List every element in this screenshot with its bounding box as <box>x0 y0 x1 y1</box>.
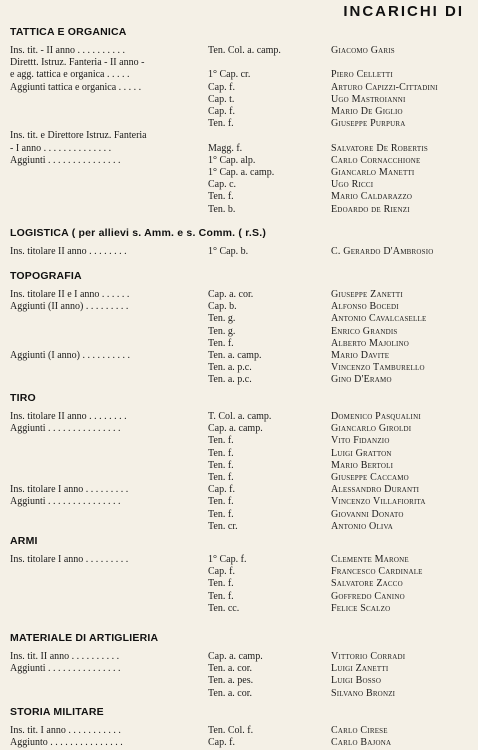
role-text: Ins. tit. I anno . . . . . . . . . . . <box>10 725 121 736</box>
role-text: Aggiunti . . . . . . . . . . . . . . . <box>10 663 121 675</box>
assignment-row <box>0 448 478 460</box>
officer-name: Giacomo Garis <box>331 45 395 56</box>
officer-name: Mario Caldarazzo <box>331 191 413 203</box>
role-text: Ins. tit. II anno . . . . . . . . . . <box>10 651 120 662</box>
assignment-row <box>0 289 478 301</box>
officer-name: Goffredo Canino <box>331 590 405 602</box>
officer-name: Ugo Mastroianni <box>331 93 406 105</box>
rank-text: Ten. g. <box>208 325 236 337</box>
officer-name: Francesco Cardinale <box>331 566 423 578</box>
page-header: INCARICHI DI <box>343 3 464 20</box>
role-text: Aggiunti . . . . . . . . . . . . . . . <box>10 154 121 166</box>
rank-text: Ten. f. <box>208 435 234 447</box>
assignment-row <box>0 246 478 258</box>
role-text: Aggiunti (II anno) . . . . . . . . . <box>10 301 129 313</box>
rank-text: Cap. b. <box>208 301 237 313</box>
rank-text: Ten. f. <box>208 459 234 471</box>
officer-name: Arturo Capizzi-Cittadini <box>331 81 438 93</box>
role-text: Aggiunti . . . . . . . . . . . . . . . <box>10 423 121 435</box>
rank-text: Ten. f. <box>208 578 234 590</box>
officer-name: Carlo Cirese <box>331 725 388 736</box>
rank-text: 1° Cap. cr. <box>208 69 251 81</box>
section-title: TIRO <box>10 392 36 404</box>
officer-name: Edoardo de Rienzi <box>331 203 410 215</box>
assignment-row <box>0 45 478 57</box>
role-text: Ins. titolare II e I anno . . . . . . <box>10 289 130 300</box>
officer-name: Piero Celletti <box>331 69 393 81</box>
rank-text: Ten. g. <box>208 313 236 325</box>
officer-name: Mario Davite <box>331 350 390 361</box>
section-title: LOGISTICA ( per allievi s. Amm. e s. Comm. ( r.S.) <box>10 227 267 239</box>
officer-name: Vincenzo Villafiorita <box>331 496 426 508</box>
assignment-row <box>0 374 478 386</box>
officer-name: Antonio Cavalcaselle <box>331 313 427 325</box>
officer-name: Giancarlo Manetti <box>331 167 415 178</box>
role-text: - I anno . . . . . . . . . . . . . . <box>10 142 112 154</box>
assignment-row <box>0 566 478 578</box>
rank-text: Ten. a. cor. <box>208 663 253 675</box>
rank-text: Cap. c. <box>208 179 237 191</box>
officer-name: Felice Scalzo <box>331 602 391 614</box>
officer-name: Carlo Bajona <box>331 737 392 749</box>
rank-text: Ten. Col. a. camp. <box>208 45 281 56</box>
assignment-row <box>0 675 478 687</box>
assignment-row <box>0 484 478 496</box>
role-text: Ins. titolare II anno . . . . . . . . <box>10 246 127 257</box>
assignment-row <box>0 106 478 118</box>
assignment-row <box>0 423 478 435</box>
officer-name: Giuseppe Zanetti <box>331 289 403 300</box>
assignment-row <box>0 179 478 191</box>
assignment-row <box>0 663 478 675</box>
assignment-row <box>0 313 478 325</box>
rank-text: Ten. f. <box>208 118 234 130</box>
role-text: Aggiunto . . . . . . . . . . . . . . . <box>10 737 123 749</box>
assignment-row <box>0 411 478 423</box>
rank-text: Cap. t. <box>208 93 235 105</box>
assignment-row <box>0 301 478 313</box>
assignment-row <box>0 496 478 508</box>
rank-text: Ten. f. <box>208 496 234 508</box>
officer-name: Vittorio Corradi <box>331 651 406 662</box>
assignment-row <box>0 82 478 94</box>
rank-text: 1° Cap. alp. <box>208 154 256 166</box>
assignment-row <box>0 737 478 749</box>
section-title: STORIA MILITARE <box>10 706 104 718</box>
officer-name: C. Gerardo D'Ambrosio <box>331 246 434 257</box>
rank-text: Cap. a. camp. <box>208 651 263 662</box>
assignment-row <box>0 578 478 590</box>
role-text: e agg. tattica e organica . . . . . <box>10 69 130 81</box>
officer-name: Alberto Majolino <box>331 337 410 349</box>
assignment-row <box>0 591 478 603</box>
rank-text: Cap. f. <box>208 566 235 578</box>
assignment-row <box>0 460 478 472</box>
officer-name: Salvatore Zacco <box>331 578 403 590</box>
officer-name: Giuseppe Caccamo <box>331 472 409 483</box>
role-text: Ins. titolare I anno . . . . . . . . . <box>10 554 129 565</box>
rank-text: Cap. a. camp. <box>208 423 263 435</box>
rank-text: 1° Cap. b. <box>208 246 249 257</box>
rank-text: Cap. f. <box>208 484 235 496</box>
assignment-row <box>0 94 478 106</box>
officer-name: Vito Fidanzio <box>331 435 390 447</box>
assignment-row <box>0 130 478 142</box>
rank-text: Cap. f. <box>208 106 235 117</box>
officer-name: Salvatore De Robertis <box>331 142 428 154</box>
assignment-row <box>0 435 478 447</box>
assignment-row <box>0 688 478 700</box>
rank-text: Magg. f. <box>208 142 243 154</box>
assignment-row <box>0 57 478 69</box>
rank-text: Ten. Col. f. <box>208 725 254 736</box>
rank-text: Cap. f. <box>208 737 235 749</box>
rank-text: Ten. b. <box>208 203 236 215</box>
officer-name: Ugo Ricci <box>331 179 374 191</box>
rank-text: Ten. a. pes. <box>208 675 254 687</box>
officer-name: Mario De Giglio <box>331 106 403 117</box>
rank-text: Ten. f. <box>208 337 234 349</box>
officer-name: Enrico Grandis <box>331 325 398 337</box>
role-text: Aggiunti tattica e organica . . . . . <box>10 81 142 93</box>
rank-text: Ten. f. <box>208 508 234 520</box>
officer-name: Giovanni Donato <box>331 508 404 520</box>
officer-name: Alfonso Bocedi <box>331 301 399 313</box>
rank-text: Cap. f. <box>208 81 235 93</box>
rank-text: Ten. f. <box>208 447 234 459</box>
role-text: Aggiunti . . . . . . . . . . . . . . . <box>10 496 121 508</box>
officer-name: Vincenzo Tamburello <box>331 362 425 374</box>
role-text: Ins. titolare I anno . . . . . . . . . <box>10 484 129 496</box>
role-text: Ins. tit. e Direttore Istruz. Fanteria <box>10 130 147 142</box>
rank-text: Ten. a. p.c. <box>208 362 252 374</box>
rank-text: Ten. a. cor. <box>208 687 253 699</box>
rank-text: Ten. cc. <box>208 602 240 614</box>
role-text: Aggiunti (I anno) . . . . . . . . . . <box>10 350 130 361</box>
officer-name: Mario Bertoli <box>331 459 394 471</box>
officer-name: Luigi Zanetti <box>331 663 389 675</box>
rank-text: Ten. cr. <box>208 520 238 532</box>
officer-name: Gino D'Eramo <box>331 374 392 386</box>
assignment-row <box>0 725 478 737</box>
section-title: TATTICA E ORGANICA <box>10 26 127 38</box>
rank-text: 1° Cap. f. <box>208 554 247 565</box>
assignment-row <box>0 204 478 216</box>
assignment-row <box>0 191 478 203</box>
officer-name: Giuseppe Purpura <box>331 118 406 130</box>
rank-text: T. Col. a. camp. <box>208 411 272 422</box>
assignment-row <box>0 155 478 167</box>
officer-name: Carlo Cornacchione <box>331 154 421 166</box>
assignment-row <box>0 118 478 130</box>
rank-text: Ten. f. <box>208 590 234 602</box>
assignment-row <box>0 554 478 566</box>
officer-name: Luigi Gratton <box>331 447 392 459</box>
role-text: Ins. tit. - II anno . . . . . . . . . . <box>10 45 125 56</box>
assignment-row <box>0 509 478 521</box>
assignment-row <box>0 651 478 663</box>
assignment-row <box>0 69 478 81</box>
rank-text: Cap. a. cor. <box>208 289 254 300</box>
assignment-row <box>0 326 478 338</box>
section-title: TOPOGRAFIA <box>10 270 82 282</box>
assignment-row <box>0 143 478 155</box>
officer-name: Silvano Bronzi <box>331 687 396 699</box>
section-title: MATERIALE DI ARTIGLIERIA <box>10 632 159 644</box>
assignment-row <box>0 350 478 362</box>
rank-text: Ten. f. <box>208 472 234 483</box>
officer-name: Antonio Oliva <box>331 520 394 532</box>
rank-text: Ten. a. camp. <box>208 350 262 361</box>
rank-text: Ten. f. <box>208 191 234 203</box>
assignment-row <box>0 362 478 374</box>
assignment-row <box>0 521 478 533</box>
officer-name: Luigi Bosso <box>331 675 382 687</box>
officer-name: Alessandro Duranti <box>331 484 420 496</box>
assignment-row <box>0 167 478 179</box>
section-title: ARMI <box>10 535 38 547</box>
assignment-row <box>0 338 478 350</box>
rank-text: Ten. a. p.c. <box>208 374 252 386</box>
role-text: Direttt. Istruz. Fanteria - II anno - <box>10 57 145 69</box>
rank-text: 1° Cap. a. camp. <box>208 167 275 178</box>
officer-name: Giancarlo Giroldi <box>331 423 412 435</box>
officer-name: Domenico Pasqualini <box>331 411 421 422</box>
role-text: Ins. titolare II anno . . . . . . . . <box>10 411 127 422</box>
officer-name: Clemente Marone <box>331 554 409 565</box>
assignment-row <box>0 472 478 484</box>
assignment-row <box>0 603 478 615</box>
